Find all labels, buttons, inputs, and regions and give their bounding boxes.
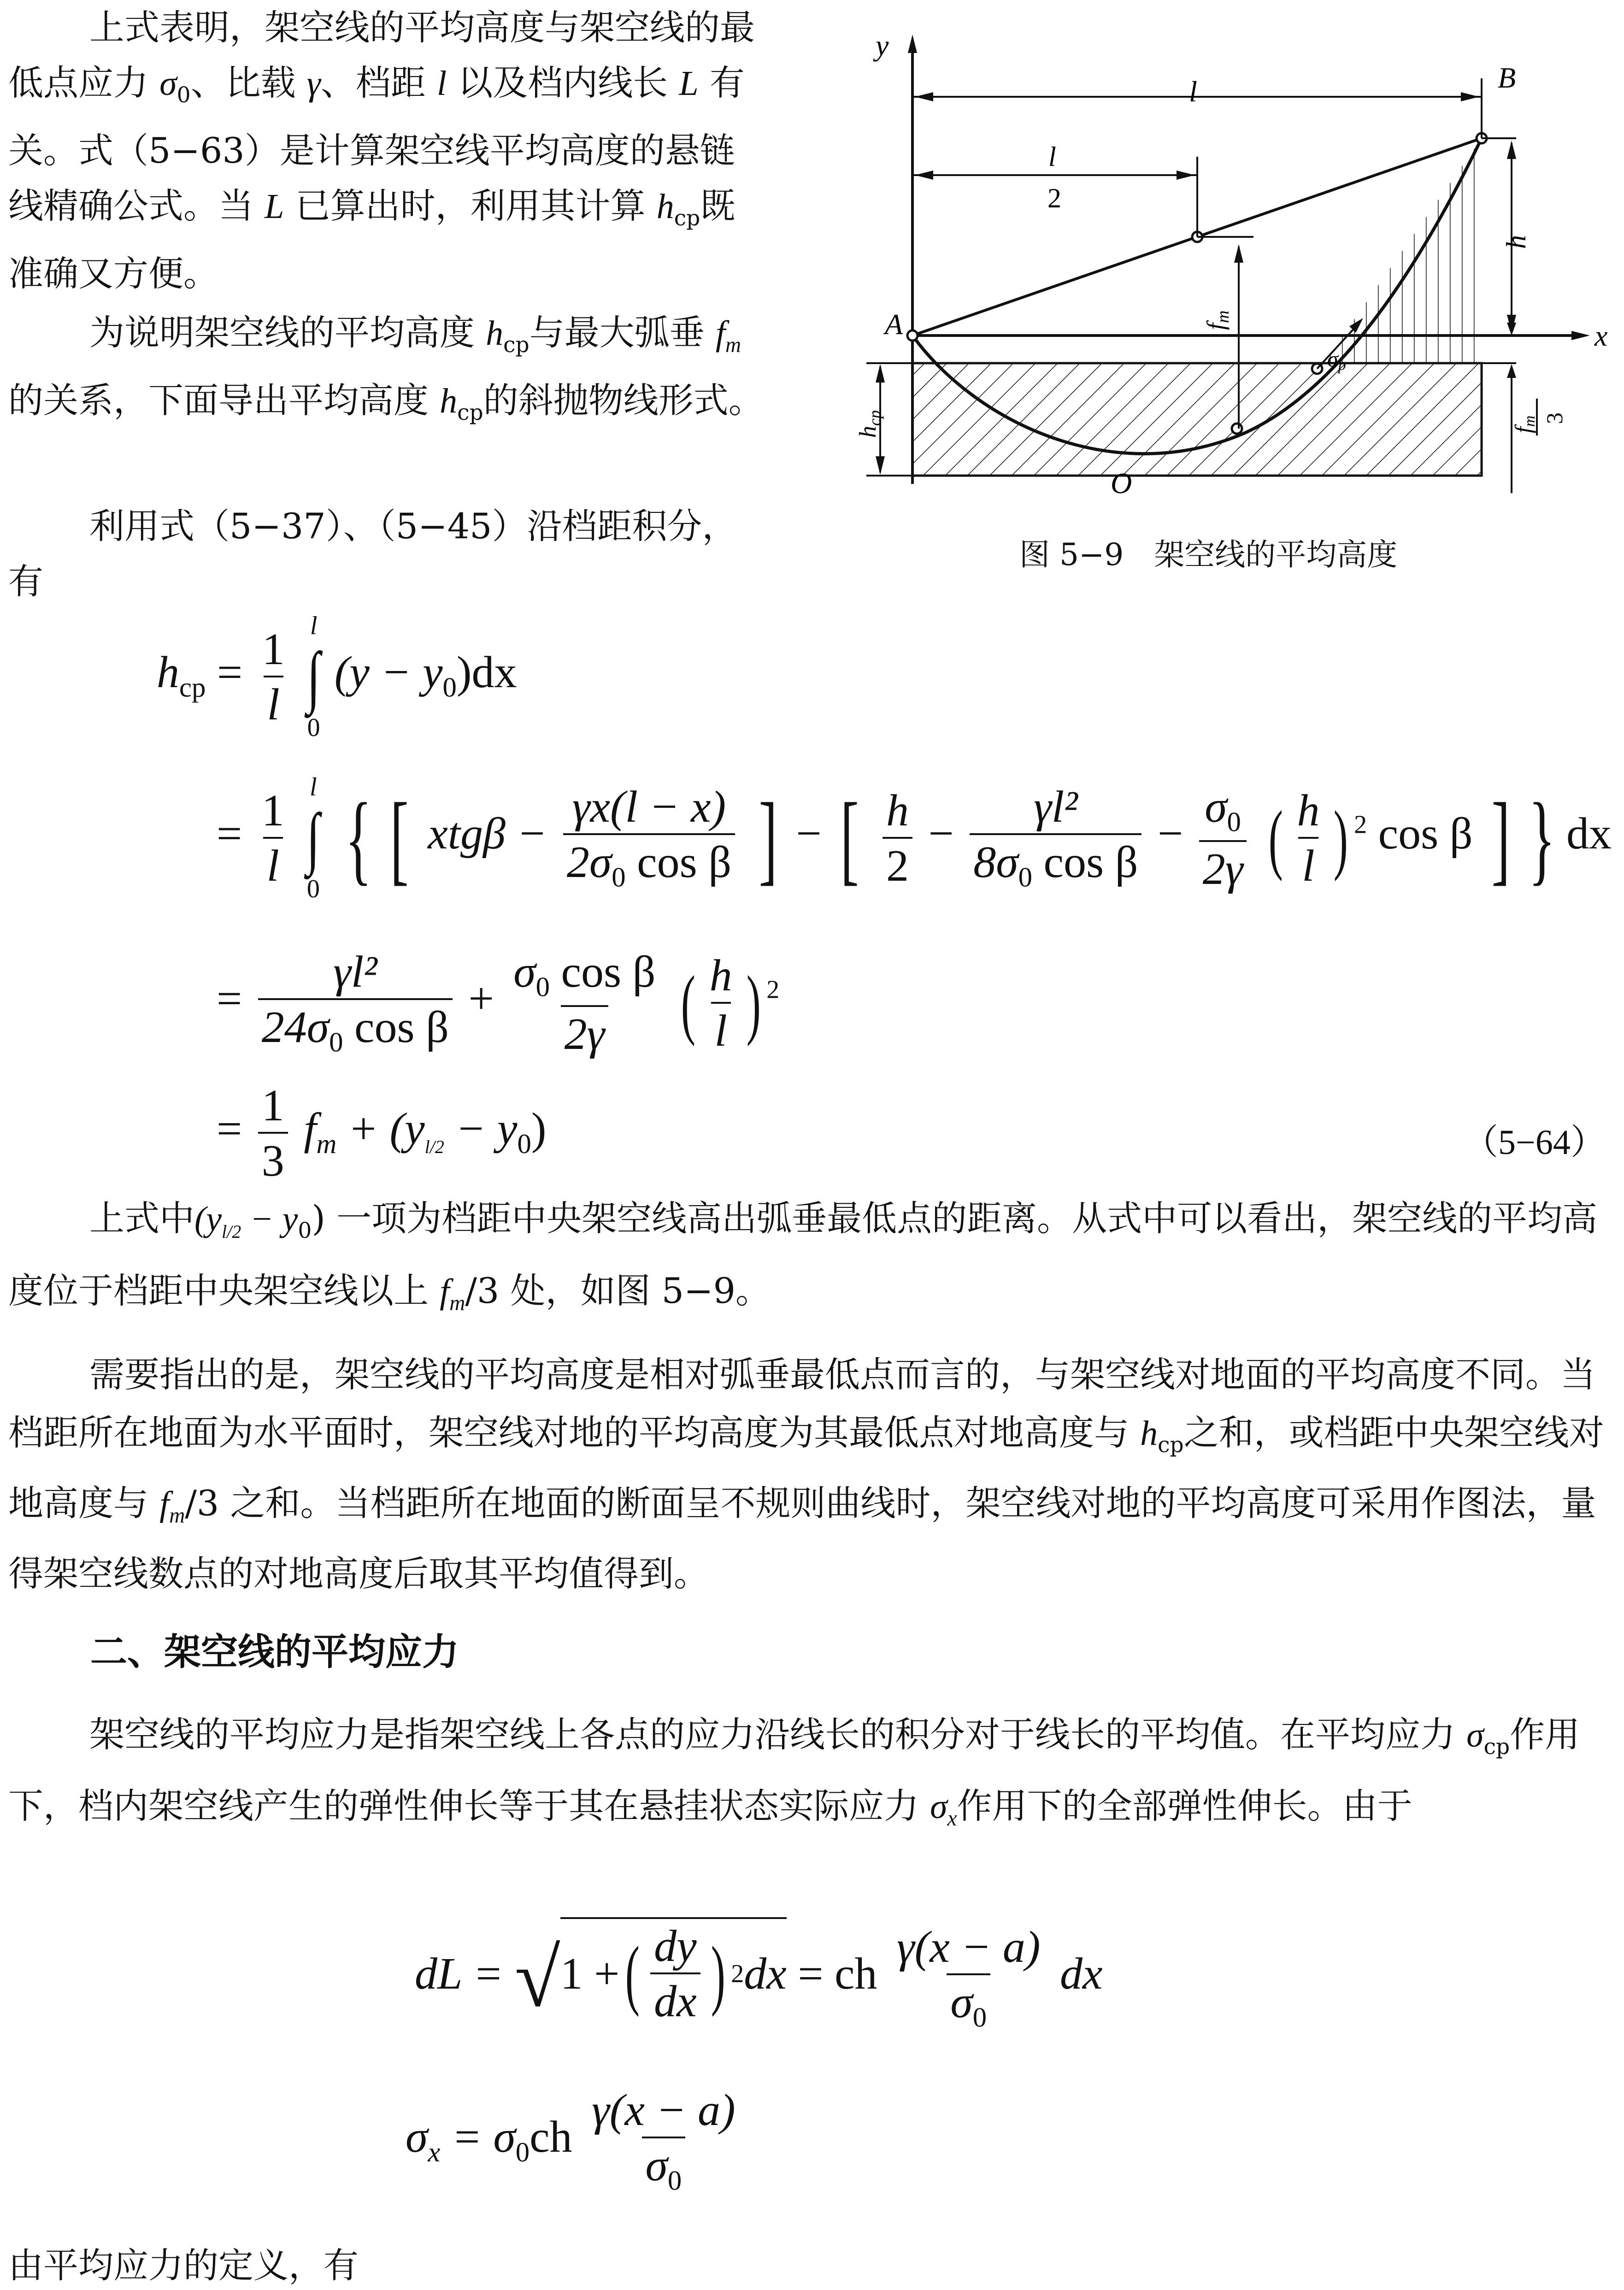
equation-5-64-line3: = $\frac{\text{γl²}}{24\sigma_0 \cos \beta}$ + $\frac{\sigma_0 \cos \beta}{2\gamma}$ ( $\frac{h}{l}$ ) $^2$: [217, 947, 780, 1060]
equation-number: （5−64）: [1463, 1123, 1606, 1162]
paragraph-7: 由平均应力的定义，有: [8, 2245, 359, 2286]
y-axis-arrow: [908, 35, 917, 53]
figure-caption: 图 5−9 架空线的平均高度: [1019, 537, 1398, 572]
dim-l-arrow-right: [1461, 92, 1479, 101]
dim-hcp-arrow-bottom: [876, 456, 885, 475]
paragraph-4: 上式中$(y_{l/2} - y_0)$ 一项为档距中央架空线高出弧垂最低点的距离。从式中可以看出，架空线的平均高度位于档距中央架空线以上 $f_m/3$ 处，如图 5−9。: [8, 1198, 1598, 1316]
label-fm: fm: [1202, 310, 1233, 330]
equation-5-64-line4: = $\frac{1}{3}$ $f_m + (y_{l/2} - y_0)$: [217, 1081, 547, 1186]
label-l: l: [1189, 75, 1197, 108]
paragraph-3: 利用式（5−37）、（5−45）沿档距积分，有: [8, 506, 737, 602]
paragraph-6: 架空线的平均应力是指架空线上各点的应力沿线长的积分对于线长的平均值。在平均应力 $\sigma_{cp}$作用下，档内架空线产生的弹性伸长等于其在悬挂状态实际应力 $\sigma_x$作用下的全部弹性伸长。由于: [8, 1714, 1580, 1831]
svg-text:fm: fm: [1510, 415, 1538, 433]
equation-5-64-line2: = $\frac{1}{l}$ l ∫ 0 { [ xtgβ − $\frac{\gamma x(l - x)}{2\sigma_0 \cos \beta}$ ] − [ $\frac{h}{2}$ − $\frac{\text{γl²}}{8\sigma_0 \cos \beta}$ − $\frac{\sigma_0}{2\gamma}$ ( $\frac{h}{l}$ ) $^2$ cos β ] } dx: [217, 773, 1612, 903]
svg-text:3: 3: [1542, 412, 1567, 424]
right-hatch: [1323, 138, 1482, 364]
label-hcp: hcp: [855, 410, 884, 438]
label-half-den: 2: [1047, 183, 1061, 213]
equation-sigma-x: $\sigma_x = \sigma_0ch$ $\frac{\gamma(x - a)}{\sigma_0}$: [406, 2085, 736, 2196]
equation-dL: dL = √ 1 + ( $\frac{dy}{dx}$ ) 2 dx = ch $\frac{\gamma(x - a)}{\sigma_0}$ dx: [415, 1917, 1102, 2032]
dim-fm3-arrow-down: [1507, 323, 1516, 336]
paragraph-1: 上式表明，架空线的平均高度与架空线的最低点应力 $\sigma_0$、比载 γ、档距 l 以及档内线长 L 有关。式（5−63）是计算架空线平均高度的悬链线精确公式。当 L 已算出时，利用其计算 $h_{cp}$既准确又方便。: [8, 7, 755, 294]
dim-l-arrow-left: [915, 92, 933, 101]
hcp-band: [912, 363, 1482, 476]
section-heading: 二、架空线的平均应力: [90, 1631, 459, 1673]
label-A: A: [885, 308, 903, 341]
label-h: h: [1501, 235, 1531, 249]
dim-fm-arrow: [1234, 244, 1243, 263]
frac-1-over-l: $\frac{1}{l}$: [262, 624, 285, 730]
dim-hcp-arrow-top: [876, 364, 885, 383]
paragraph-2: 为说明架空线的平均高度 $h_{cp}$与最大弧垂 $f_m$的关系，下面导出平均高度 $h_{cp}$的斜抛物线形式。: [8, 312, 764, 426]
dim-fm3-arrow-up: [1507, 364, 1516, 378]
dim-h-arrow-top: [1507, 141, 1516, 159]
figure-average-height: [839, 28, 1622, 498]
label-fm3: [1510, 399, 1567, 436]
label-x: x: [1595, 319, 1608, 352]
equation-5-64-line1: $h_{cp}$ = $\frac{1}{l}$ l ∫ 0 $(y - y_0)dx$: [157, 612, 517, 742]
label-O: O: [1111, 467, 1132, 498]
dim-half-arrow-left: [915, 171, 933, 180]
x-axis-arrow: [1571, 331, 1590, 340]
integral: l ∫ 0: [307, 612, 321, 742]
paragraph-5: 需要指出的是，架空线的平均高度是相对弧垂最低点而言的，与架空线对地面的平均高度不同。当档距所在地面为水平面时，架空线对地的平均高度为其最低点对地高度与 $h_{cp}$之和，或档距中央架空线对地高度与 $f_m/3$ 之和。当档距所在地面的断面呈不规则曲线时，架空线对地的平均高度可采用作图法，量得架空线数点的对地高度后取其平均值得到。: [8, 1354, 1604, 1595]
point-A: [907, 330, 918, 341]
label-y: y: [876, 29, 889, 62]
point-mid-curve: [1232, 424, 1242, 434]
dim-half-arrow-right: [1177, 171, 1195, 180]
label-sigma-p: σp: [1327, 347, 1346, 374]
label-half-num: l: [1048, 141, 1056, 172]
label-B: B: [1498, 61, 1516, 94]
